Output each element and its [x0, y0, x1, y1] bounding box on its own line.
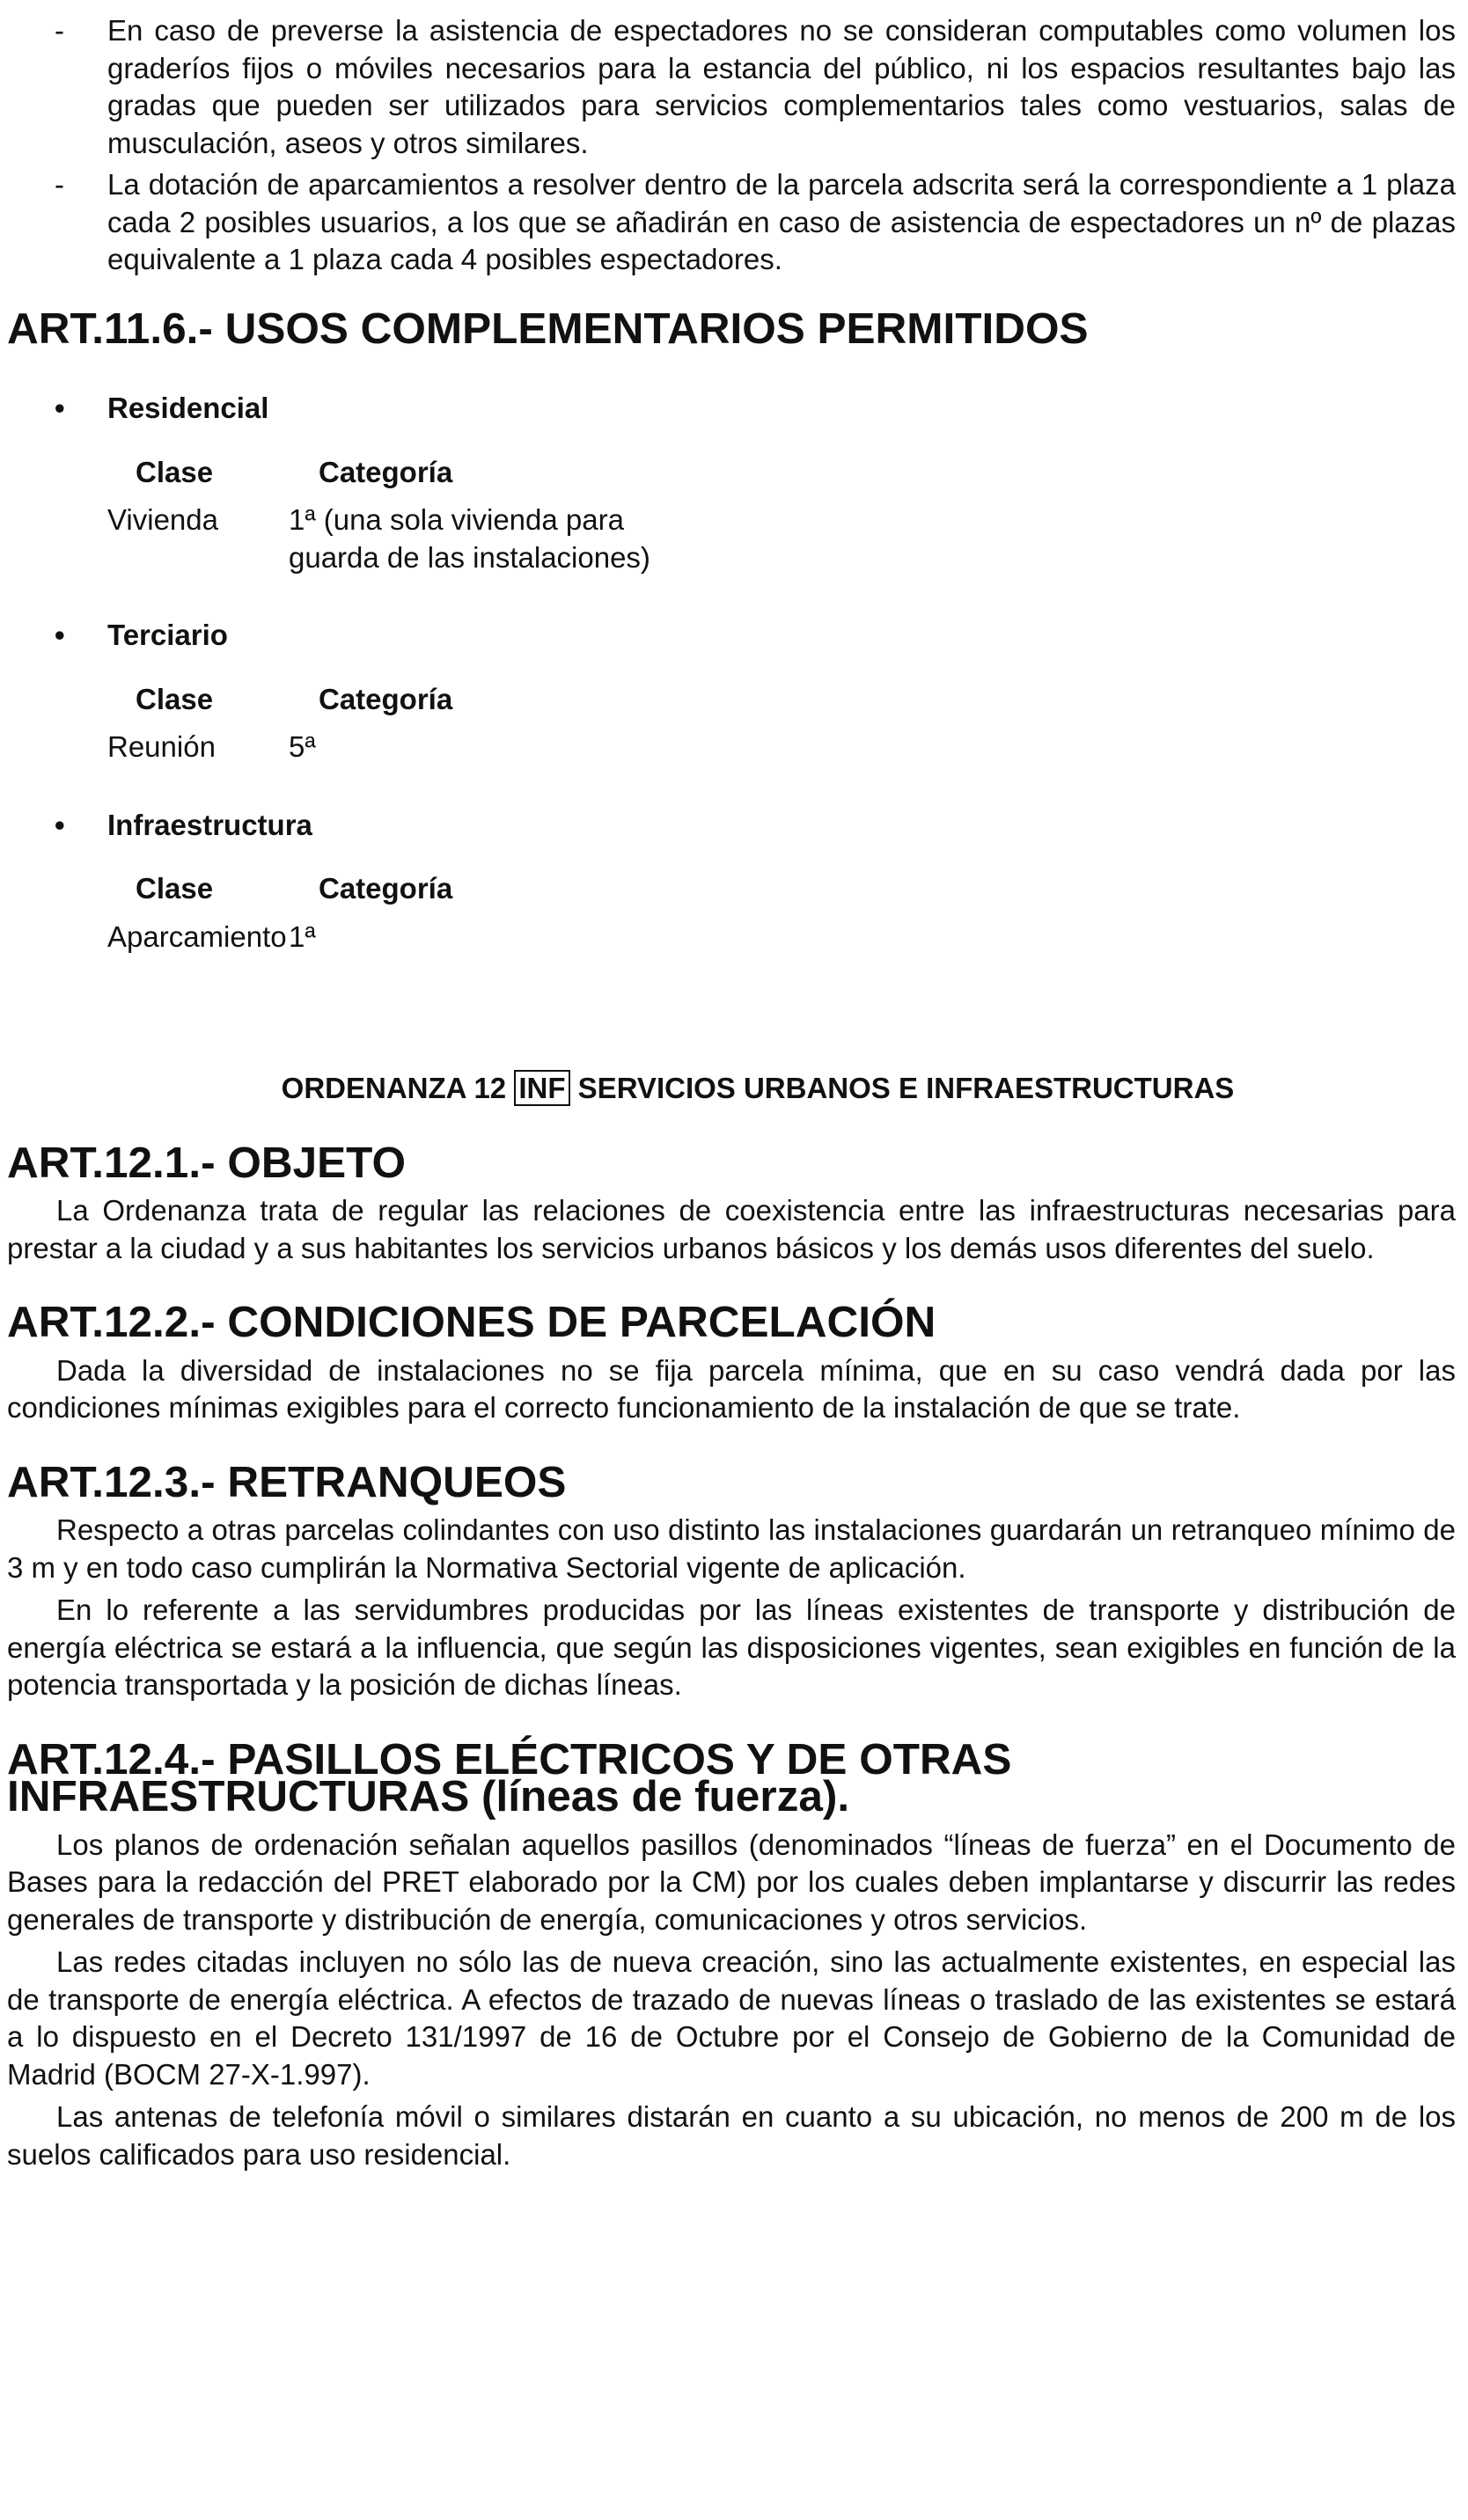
- bullet-icon: •: [55, 619, 65, 651]
- column-header-categoria: Categoría: [319, 682, 453, 715]
- section-art-12-3: [7, 1457, 1456, 1704]
- column-header-clase: Clase: [136, 872, 214, 905]
- category-table: [7, 870, 1456, 956]
- category-row: [7, 502, 1456, 576]
- use-group-residencial: [7, 390, 1456, 576]
- ordenanza-title: [7, 1070, 1456, 1108]
- paragraph: Los planos de ordenación señalan aquellos pasillos (denominados “líneas de fuerza” en el Documento de Bases para la redacción del PRET elaborado por la CM) por los cuales deben implantarse y discurrir las redes generales de transporte y distribución de energía, comunicaciones y otros servicios.: [7, 1828, 1456, 1936]
- column-header-clase: Clase: [136, 455, 214, 488]
- use-group-terciario: [7, 617, 1456, 766]
- dash-marker: -: [55, 168, 64, 201]
- category-row: [7, 919, 1456, 956]
- clase-value: Aparcamiento: [107, 919, 287, 953]
- section-art-12-2: [7, 1298, 1456, 1427]
- ordenanza-name: SERVICIOS URBANOS E INFRAESTRUCTURAS: [577, 1072, 1235, 1104]
- dash-marker: -: [55, 14, 64, 47]
- category-table: [7, 454, 1456, 577]
- paragraph: Las redes citadas incluyen no sólo las de nueva creación, sino las actualmente existentes, en especial las de transporte de energía eléctrica. A efectos de trazado de nuevas líneas o traslado de las existentes se estará a lo dispuesto en el Decreto 131/1997 de 16 de Octubre por el Consejo de Gobierno de la Comunidad de Madrid (BOCM 27-X-1.997).: [7, 1945, 1456, 2091]
- paragraph: Dada la diversidad de instalaciones no se fija parcela mínima, que en su caso vendrá dada por las condiciones mínimas exigibles para el correcto funcionamiento de la instalación de que se trate.: [7, 1353, 1456, 1424]
- paragraph: En lo referente a las servidumbres producidas por las líneas existentes de transporte y distribución de energía eléctrica se estará a la influencia, que según las disposiciones vigentes, sean exigibles en función de la potencia transportada y la posición de dichas líneas.: [7, 1593, 1456, 1701]
- list-item-text: En caso de preverse la asistencia de espectadores no se consideran computables como volumen los graderíos fijos o móviles necesarios para la estancia del público, ni los espacios resultantes bajo las gradas que pueden ser utilizados para servicios complementarios tales como vestuarios, salas de musculación, aseos y otros similares.: [107, 14, 1456, 159]
- use-group-title: [7, 807, 1456, 845]
- use-group-label: Infraestructura: [107, 808, 312, 841]
- use-group-title: [7, 617, 1456, 655]
- section-heading: ART.12.2.- CONDICIONES DE PARCELACIÓN: [7, 1298, 936, 1346]
- column-header-categoria: Categoría: [319, 455, 453, 488]
- list-item: [7, 12, 1456, 162]
- column-header-categoria: Categoría: [319, 872, 453, 905]
- section-heading-art-11-6: ART.11.6.- USOS COMPLEMENTARIOS PERMITIDOS: [7, 304, 1089, 353]
- ordenanza-code-box: INF: [514, 1070, 569, 1106]
- categoria-line: guarda de las instalaciones): [289, 540, 650, 574]
- paragraph: La Ordenanza trata de regular las relaciones de coexistencia entre las infraestructuras necesarias para prestar a la ciudad y a sus habitantes los servicios urbanos básicos y los demás usos diferentes del suelo.: [7, 1194, 1456, 1264]
- category-header-row: [7, 870, 1456, 908]
- use-group-label: Terciario: [107, 619, 228, 651]
- clase-value: Vivienda: [107, 503, 218, 536]
- list-item-text: La dotación de aparcamientos a resolver dentro de la parcela adscrita será la correspondiente a 1 plaza cada 2 posibles usuarios, a los que se añadirán en caso de asistencia de espectadores un nº de plazas equivalente a 1 plaza cada 4 posibles espectadores.: [107, 168, 1456, 275]
- categoria-line: 1ª (una sola vivienda para: [289, 503, 624, 536]
- use-group-label: Residencial: [107, 392, 269, 424]
- paragraph: Respecto a otras parcelas colindantes con uso distinto las instalaciones guardarán un retranqueo mínimo de 3 m y en todo caso cumplirán la Normativa Sectorial vigente de aplicación.: [7, 1513, 1456, 1584]
- category-row: [7, 729, 1456, 766]
- use-group-infraestructura: [7, 807, 1456, 956]
- document-page: [7, 12, 1456, 2179]
- category-table: [7, 681, 1456, 766]
- intro-list: [7, 12, 1456, 279]
- column-header-clase: Clase: [136, 682, 214, 715]
- section-art-12-1: [7, 1138, 1456, 1268]
- categoria-value: 5ª: [289, 730, 316, 763]
- paragraph: Las antenas de telefonía móvil o similares distarán en cuanto a su ubicación, no menos de 200 m de los suelos calificados para uso residencial.: [7, 2100, 1456, 2171]
- categoria-value: [289, 502, 764, 576]
- section-heading: ART.12.1.- OBJETO: [7, 1138, 406, 1187]
- categoria-value: 1ª: [289, 919, 316, 953]
- category-header-row: [7, 454, 1456, 492]
- use-group-title: [7, 390, 1456, 428]
- section-heading: ART.12.4.- PASILLOS ELÉCTRICOS Y DE OTRAS INFRAESTRUCTURAS (líneas de fuerza).: [7, 1734, 1012, 1820]
- bullet-icon: •: [55, 392, 65, 424]
- category-header-row: [7, 681, 1456, 719]
- list-item: [7, 166, 1456, 279]
- ordenanza-prefix: ORDENANZA 12: [281, 1072, 507, 1104]
- section-heading: ART.12.3.- RETRANQUEOS: [7, 1457, 567, 1506]
- bullet-icon: •: [55, 808, 65, 841]
- clase-value: Reunión: [107, 730, 216, 763]
- section-art-12-4: [7, 1734, 1456, 2174]
